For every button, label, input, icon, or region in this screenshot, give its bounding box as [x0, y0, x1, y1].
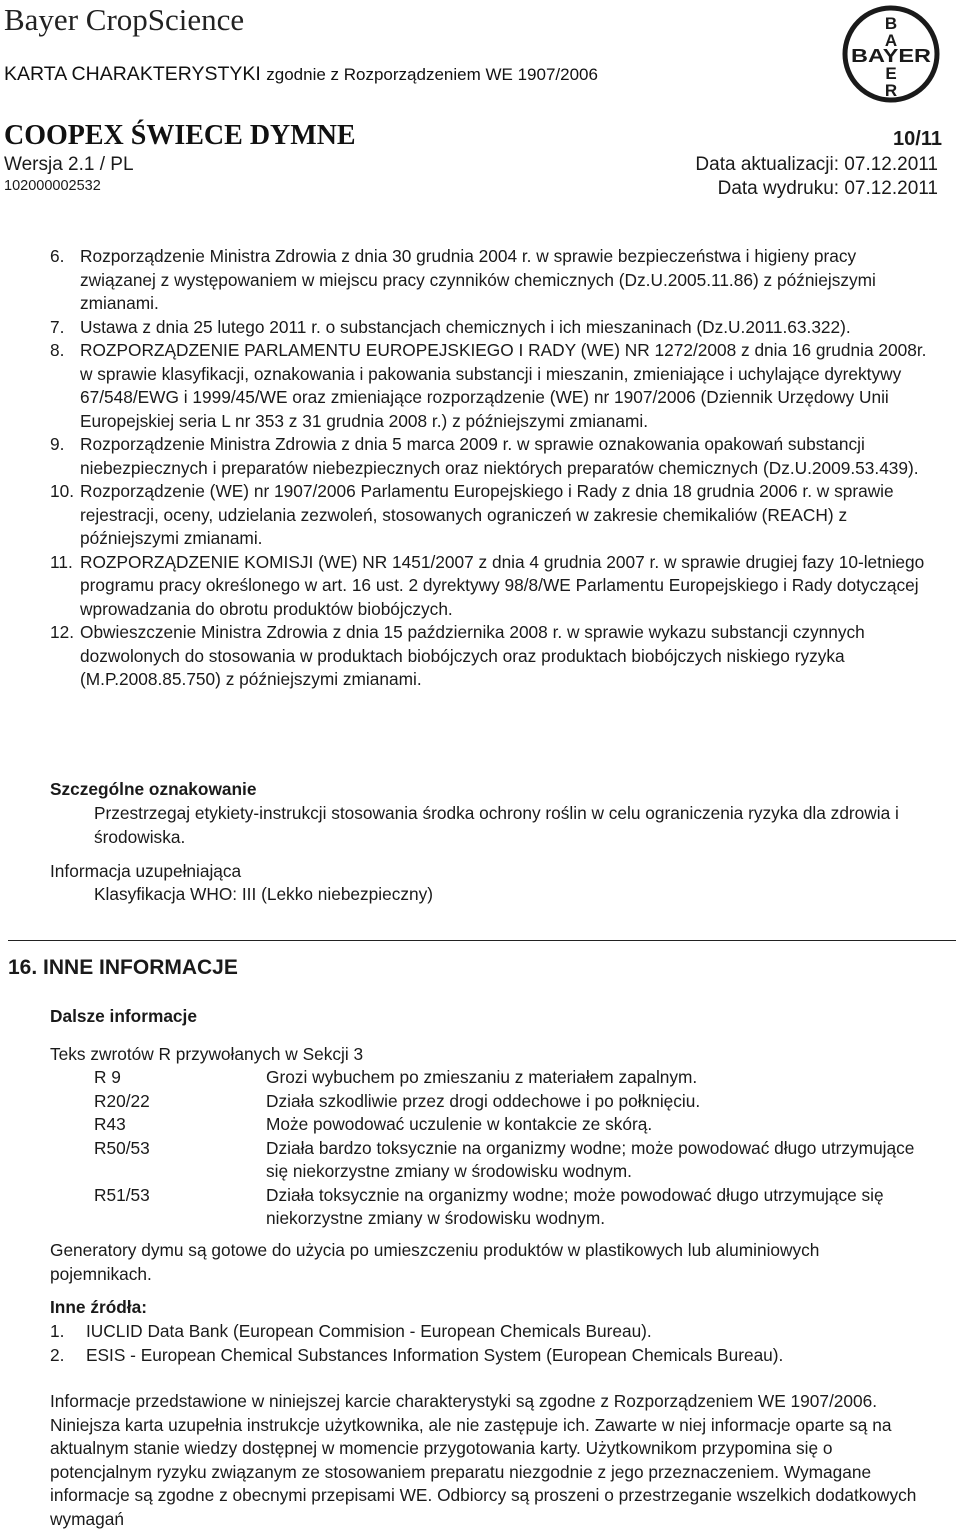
who-classification: Klasyfikacja WHO: III (Lekko niebezpieczny)	[94, 884, 434, 904]
company-name: Bayer CropScience	[4, 2, 245, 37]
regulation-number: 7.	[50, 316, 65, 337]
r-phrase-row	[94, 1066, 924, 1090]
source-number: 2.	[50, 1344, 65, 1365]
r-phrase-code: R20/22	[94, 1090, 150, 1111]
regulation-item	[50, 245, 930, 316]
logo-word-bayer: BAYER	[851, 46, 931, 66]
sources-heading: Inne źródła:	[50, 1297, 147, 1317]
regulations-list	[50, 245, 930, 692]
r-phrase-text: Może powodować uczulenie w kontakcie ze skórą.	[266, 1114, 653, 1134]
r-phrase-code: R51/53	[94, 1184, 150, 1205]
document-title	[4, 63, 598, 86]
regulation-number: 6.	[50, 246, 65, 266]
regulation-number: 11.	[50, 551, 73, 572]
additional-info-heading: Informacja uzupełniająca	[50, 861, 242, 881]
regulation-text: Ustawa z dnia 25 lutego 2011 r. o substancjach chemicznych i ich mieszaninach (Dz.U.2011.63.322).	[80, 316, 851, 337]
generator-note: Generatory dymu są gotowe do użycia po umieszczeniu produktów w plastikowych lub aluminiowych pojemnikach.	[50, 1240, 820, 1284]
r-phrase-text: Działa szkodliwie przez drogi oddechowe i po połknięciu.	[266, 1090, 701, 1111]
further-info-heading: Dalsze informacje	[50, 1006, 197, 1026]
r-phrases-table	[94, 1066, 924, 1231]
logo-letter-e: E	[885, 64, 897, 83]
regulation-text: Rozporządzenie Ministra Zdrowia z dnia 30 grudnia 2004 r. w sprawie bezpieczeństwa i higieny pracy związanej z występowaniem w miejscu pracy czynników chemicznych (Dz.U.2005.11.86) z późniejszymi zmianami.	[80, 246, 876, 313]
regulation-number: 8.	[50, 340, 65, 360]
source-text: IUCLID Data Bank (European Commision - European Chemicals Bureau).	[86, 1321, 652, 1341]
source-item	[50, 1320, 930, 1344]
source-item	[50, 1344, 930, 1368]
sds-subtitle: zgodnie z Rozporządzeniem WE 1907/2006	[266, 65, 598, 84]
regulation-number: 10.	[50, 481, 75, 501]
regulation-number: 9.	[50, 434, 65, 454]
regulation-item	[50, 316, 930, 340]
bayer-cross-logo	[828, 4, 954, 104]
regulation-item	[50, 339, 930, 433]
regulation-text: ROZPORZĄDZENIE KOMISJI (WE) NR 1451/2007 z dnia 4 grudnia 2007 r. w sprawie drugiej fazy 10-letniego programu pracy określonego w art. 16 ust. 2 dyrektywy 98/8/WE Parlamentu Europejskiego i Rady dotyczącej wprowadzania do obrotu produktów biobójczych.	[80, 551, 925, 619]
regulation-text: Rozporządzenie Ministra Zdrowia z dnia 5 marca 2009 r. w sprawie oznakowania opakowań substancji niebezpiecznych i preparatów niebezpiecznych oraz niektórych preparatów chemicznych (Dz.U.2009.53.439).	[80, 434, 919, 478]
logo-letter-b: B	[884, 14, 898, 33]
source-number: 1.	[50, 1321, 65, 1341]
disclaimer-text: Informacje przedstawione w niniejszej karcie charakterystyki są zgodne z Rozporządzeniem WE 1907/2006. Niniejsza karta uzupełnia instrukcje użytkownika, ale nie zastępuje ich. Zawarte w niej informacje oparte są na aktualnym stanie wiedzy dostępnej w momencie przygotowania karty. Użytkownikom przypomina się o potencjalnym ryzyku związanym ze stosowaniem preparatu niezgodnie z jego przeznaczeniem. Wymagane informacje są zgodne z obecnymi przepisami WE. Odbiorcy są proszeni o przestrzeganie wszelkich dodatkowych wymagań	[50, 1391, 917, 1529]
r-phrase-row	[94, 1113, 924, 1137]
version-label: Wersja 2.1 / PL	[4, 154, 134, 175]
r-phrase-code: R50/53	[94, 1137, 150, 1158]
r-phrase-row	[94, 1090, 924, 1114]
regulation-text: ROZPORZĄDZENIE PARLAMENTU EUROPEJSKIEGO I RADY (WE) NR 1272/2008 z dnia 16 grudnia 2008r. w sprawie klasyfikacji, oznakowania i pakowania substancji i mieszanin, zmieniające i uchylające dyrektywy 67/548/EWG i 1999/45/WE oraz zmieniające rozporządzenie (WE) nr 1907/2006 (Dziennik Urzędowy Unii Europejskiej seria L nr 353 z 31 grudnia 2008 r.) z późniejszymi zmianami.	[80, 340, 927, 431]
r-phrase-row	[94, 1184, 926, 1231]
section-title: 16. INNE INFORMACJE	[8, 956, 238, 979]
r-phrase-code: R 9	[94, 1067, 121, 1087]
special-labelling-text: Przestrzegaj etykiety-instrukcji stosowania środka ochrony roślin w celu ograniczenia ryzyka dla zdrowia i środowiska.	[94, 803, 899, 847]
regulation-item	[50, 551, 930, 622]
print-date: Data wydruku: 07.12.2011	[717, 178, 938, 199]
logo-letter-r: R	[884, 81, 898, 100]
product-code: 102000002532	[4, 178, 101, 194]
r-phrase-text: Działa toksycznie na organizmy wodne; może powodować długo utrzymujące się niekorzystne zmiany w środowisku wodnym.	[266, 1184, 884, 1228]
section-divider	[8, 940, 956, 941]
regulation-item	[50, 480, 930, 551]
r-phrase-text: Działa bardzo toksycznie na organizmy wodne; może powodować długo utrzymujące się niekorzystne zmiany w środowisku wodnym.	[266, 1137, 915, 1181]
page-number: 10/11	[893, 128, 942, 150]
regulation-text: Rozporządzenie (WE) nr 1907/2006 Parlamentu Europejskiego i Rady z dnia 18 grudnia 2006 r. w sprawie rejestracji, oceny, udzielania zezwoleń, stosowanych ograniczeń w zakresie chemikaliów (REACH) z późniejszymi zmianami.	[80, 481, 894, 548]
r-phrase-text: Grozi wybuchem po zmieszaniu z materiałem zapalnym.	[266, 1067, 698, 1087]
sources-list	[50, 1320, 930, 1367]
regulation-item	[50, 621, 930, 692]
source-text: ESIS - European Chemical Substances Information System (European Chemicals Bureau).	[86, 1344, 784, 1365]
r-phrases-heading: Teks zwrotów R przywołanych w Sekcji 3	[50, 1044, 364, 1064]
regulation-number: 12.	[50, 622, 75, 642]
regulation-text: Obwieszczenie Ministra Zdrowia z dnia 15 października 2008 r. w sprawie wykazu substancji czynnych dozwolonych do stosowania w produktach biobójczych oraz produktach biobójczych niskiego ryzyka (M.P.2008.85.750) z późniejszymi zmianami.	[80, 622, 865, 689]
sds-title: KARTA CHARAKTERYSTYKI	[4, 63, 261, 85]
r-phrase-row	[94, 1137, 926, 1184]
logo-letter-a: A	[884, 31, 898, 50]
special-labelling-heading: Szczególne oznakowanie	[50, 779, 257, 799]
regulation-item	[50, 433, 930, 480]
r-phrase-code: R43	[94, 1114, 126, 1134]
revision-date: Data aktualizacji: 07.12.2011	[695, 154, 938, 175]
product-name: COOPEX ŚWIECE DYMNE	[4, 120, 356, 151]
